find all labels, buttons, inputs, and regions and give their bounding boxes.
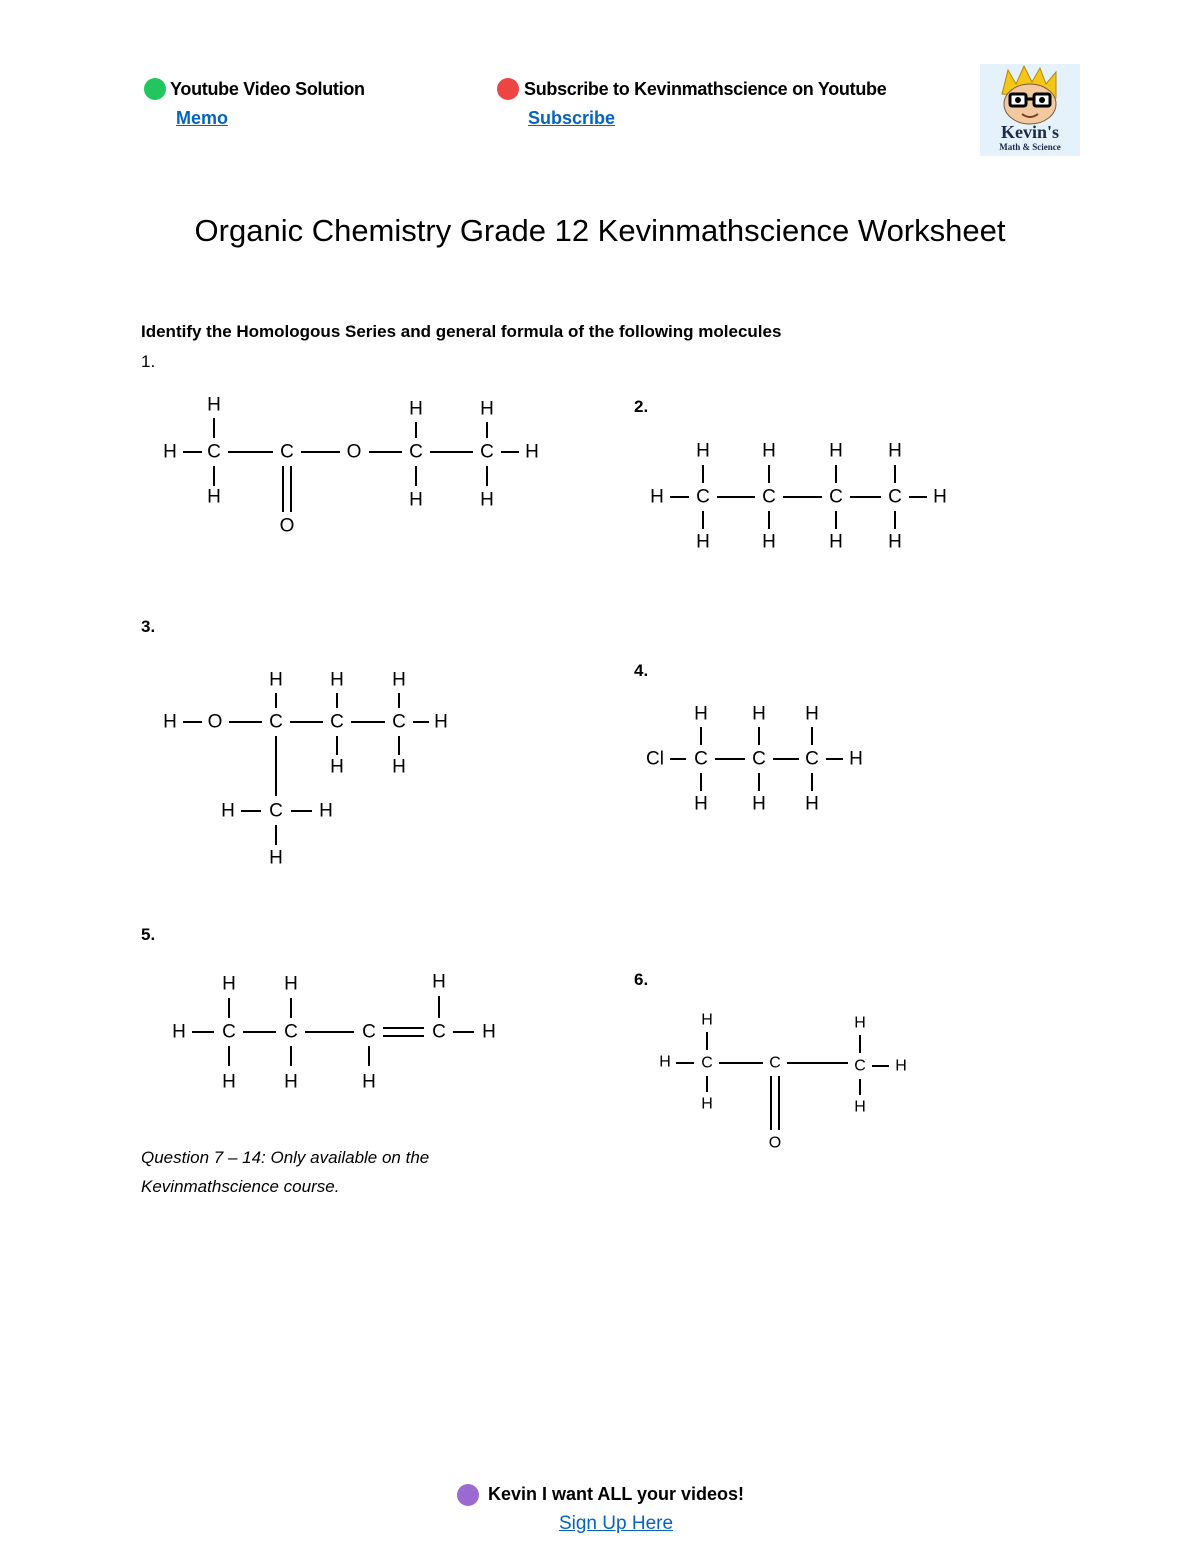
svg-text:H: H — [163, 711, 177, 733]
svg-text:C: C — [392, 711, 406, 733]
logo-line2: Math & Science — [999, 142, 1061, 152]
svg-text:C: C — [701, 1054, 713, 1072]
svg-text:H: H — [330, 669, 344, 691]
svg-text:H: H — [762, 440, 776, 462]
page-title: Organic Chemistry Grade 12 Kevinmathscience Worksheet — [194, 213, 1006, 248]
svg-text:H: H — [650, 486, 664, 508]
svg-text:H: H — [659, 1053, 671, 1071]
sign-up-link[interactable]: Sign Up Here — [558, 1513, 674, 1534]
svg-text:C: C — [854, 1057, 866, 1075]
svg-text:H: H — [895, 1057, 907, 1075]
svg-text:H: H — [172, 1021, 186, 1043]
svg-text:C: C — [432, 1021, 446, 1043]
svg-text:H: H — [480, 489, 494, 511]
svg-text:C: C — [409, 441, 423, 463]
svg-text:C: C — [480, 441, 494, 463]
svg-text:H: H — [849, 748, 863, 770]
svg-text:H: H — [269, 669, 283, 691]
svg-text:O: O — [768, 1134, 782, 1152]
svg-text:H: H — [319, 800, 333, 822]
question-number-6: 6. — [634, 970, 649, 989]
svg-text:H: H — [701, 1011, 713, 1029]
svg-text:H: H — [701, 1095, 713, 1113]
svg-text:H: H — [805, 793, 819, 815]
svg-text:C: C — [207, 441, 221, 463]
svg-text:C: C — [805, 748, 819, 770]
logo-line1: Kevin's — [1000, 122, 1059, 142]
svg-text:O: O — [207, 711, 223, 733]
svg-text:H: H — [525, 441, 539, 463]
svg-text:C: C — [362, 1021, 376, 1043]
svg-text:H: H — [696, 440, 710, 462]
question-number-5: 5. — [141, 925, 156, 944]
memo-link[interactable]: Memo — [176, 108, 229, 128]
svg-text:H: H — [888, 531, 902, 553]
svg-text:C: C — [330, 711, 344, 733]
svg-text:C: C — [888, 486, 902, 508]
svg-text:H: H — [284, 973, 298, 995]
svg-text:H: H — [207, 394, 221, 416]
video-solution-label: Youtube Video Solution — [170, 79, 365, 99]
svg-text:H: H — [432, 971, 446, 993]
svg-text:H: H — [362, 1071, 376, 1093]
svg-text:H: H — [284, 1071, 298, 1093]
svg-text:C: C — [222, 1021, 236, 1043]
svg-text:H: H — [805, 703, 819, 725]
svg-text:H: H — [207, 486, 221, 508]
svg-text:H: H — [222, 973, 236, 995]
instruction-text: Identify the Homologous Series and general formula of the following molecules — [141, 322, 782, 341]
svg-text:H: H — [933, 486, 947, 508]
svg-text:H: H — [762, 531, 776, 553]
svg-text:H: H — [829, 531, 843, 553]
svg-text:H: H — [434, 711, 448, 733]
svg-text:H: H — [330, 756, 344, 778]
svg-text:Cl: Cl — [646, 748, 664, 770]
svg-text:H: H — [752, 793, 766, 815]
svg-text:H: H — [482, 1021, 496, 1043]
svg-text:H: H — [888, 440, 902, 462]
question-number-4: 4. — [634, 661, 649, 680]
svg-text:C: C — [280, 441, 294, 463]
svg-text:O: O — [279, 515, 295, 537]
subscribe-link[interactable]: Subscribe — [528, 108, 616, 128]
svg-text:C: C — [696, 486, 710, 508]
footer-text: Kevin I want ALL your videos! — [487, 1484, 745, 1504]
svg-text:H: H — [854, 1014, 866, 1032]
svg-text:H: H — [829, 440, 843, 462]
svg-text:O: O — [346, 441, 362, 463]
svg-text:C: C — [769, 1054, 781, 1072]
question-number-3: 3. — [141, 617, 156, 636]
svg-text:H: H — [392, 756, 406, 778]
svg-text:C: C — [762, 486, 776, 508]
svg-text:H: H — [694, 703, 708, 725]
svg-text:C: C — [829, 486, 843, 508]
svg-text:C: C — [284, 1021, 298, 1043]
svg-text:C: C — [269, 800, 283, 822]
svg-text:C: C — [694, 748, 708, 770]
svg-text:H: H — [752, 703, 766, 725]
question-number-1: 1. — [141, 352, 156, 371]
svg-text:H: H — [696, 531, 710, 553]
course-note: Question 7 – 14: Only available on the Kevinmathscience course. — [141, 1148, 430, 1196]
subscribe-label: Subscribe to Kevinmathscience on Youtube — [524, 79, 887, 99]
svg-text:H: H — [269, 847, 283, 869]
svg-text:C: C — [269, 711, 283, 733]
svg-text:H: H — [409, 398, 423, 420]
svg-text:H: H — [480, 398, 494, 420]
svg-text:H: H — [409, 489, 423, 511]
svg-text:H: H — [694, 793, 708, 815]
svg-text:H: H — [163, 441, 177, 463]
svg-text:H: H — [392, 669, 406, 691]
svg-text:H: H — [222, 1071, 236, 1093]
question-number-2: 2. — [634, 397, 649, 416]
svg-text:C: C — [752, 748, 766, 770]
svg-text:H: H — [221, 800, 235, 822]
svg-text:H: H — [854, 1098, 866, 1116]
